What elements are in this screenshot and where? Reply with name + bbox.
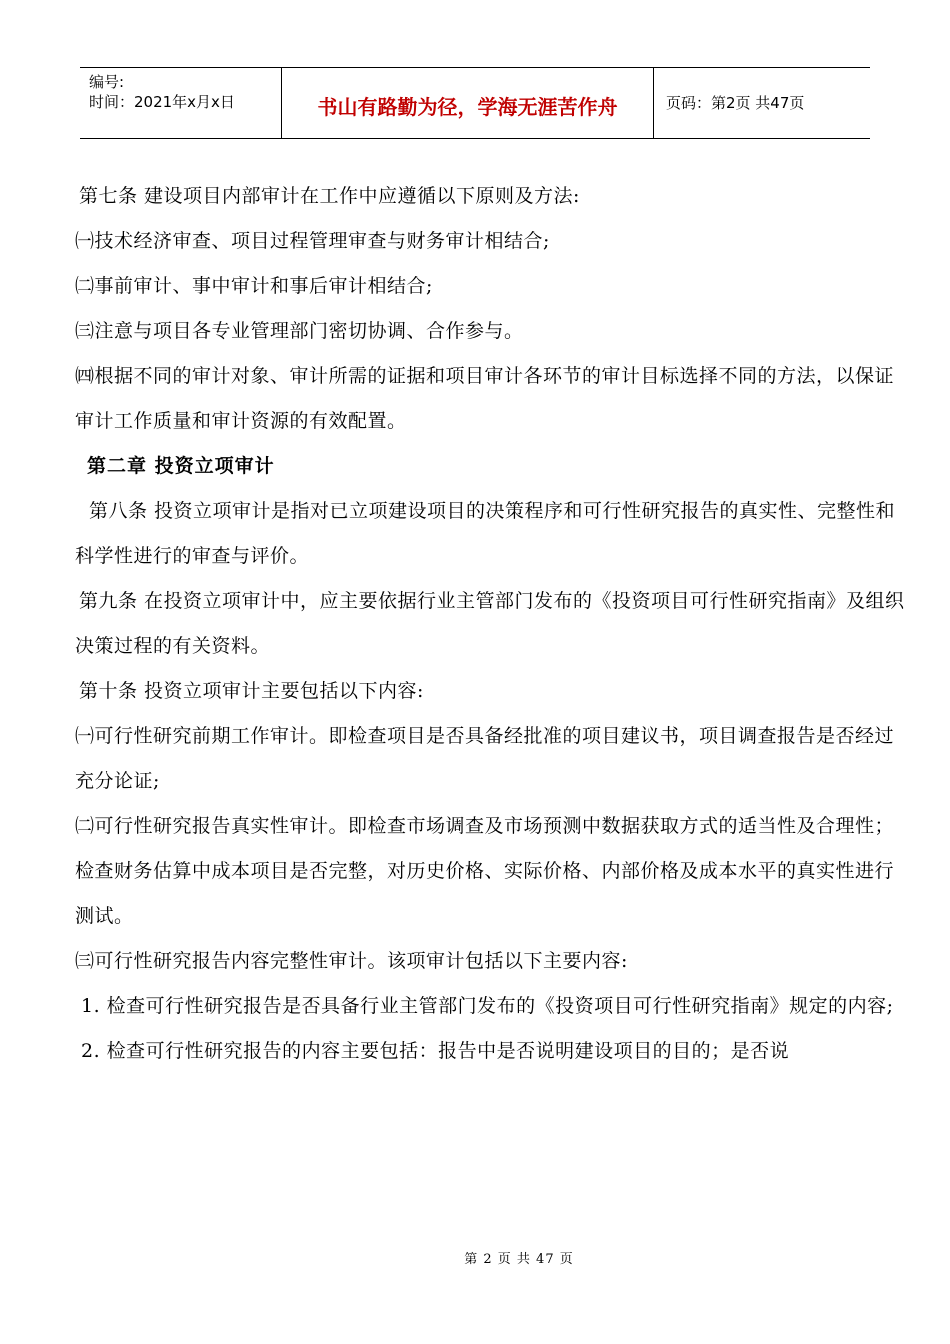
article-10-item-3: ㈢可行性研究报告内容完整性审计。该项审计包括以下主要内容: xyxy=(75,950,628,972)
article-7-item-2: ㈡事前审计、事中审计和事后审计相结合; xyxy=(75,275,433,297)
header-page-info: 页码：第2页 共47页 xyxy=(666,94,805,112)
article-7-item-3: ㈢注意与项目各专业管理部门密切协调、合作参与。 xyxy=(75,320,524,342)
article-9: 第九条 在投资立项审计中，应主要依据行业主管部门发布的《投资项目可行性研究指南》及组织决策过程的有关资料。 xyxy=(75,590,905,657)
sub-item-2: 2. 检查可行性研究报告的内容主要包括：报告中是否说明建设项目的目的；是否说 xyxy=(81,1040,790,1062)
article-7: 第七条 建设项目内部审计在工作中应遵循以下原则及方法: xyxy=(79,185,580,207)
article-7-item-4: ㈣根据不同的审计对象、审计所需的证据和项目审计各环节的审计目标选择不同的方法，以保证审计工作质量和审计资源的有效配置。 xyxy=(75,365,895,432)
page-header xyxy=(80,67,870,139)
time-label: 时间：2021年x月x日 xyxy=(89,93,235,111)
page-footer: 第 2 页 共 47 页 xyxy=(464,1252,574,1267)
article-10: 第十条 投资立项审计主要包括以下内容: xyxy=(79,680,424,702)
header-meta xyxy=(80,68,282,138)
chapter-2-heading: 第二章 投资立项审计 xyxy=(87,455,275,477)
header-motto: 书山有路勤为径，学海无涯苦作舟 xyxy=(282,68,654,138)
article-10-item-2: ㈡可行性研究报告真实性审计。即检查市场调查及市场预测中数据获取方式的适当性及合理性；检查财务估算中成本项目是否完整，对历史价格、实际价格、内部价格及成本水平的真实性进行测试。 xyxy=(75,815,895,927)
document-body xyxy=(75,174,905,1074)
number-label: 编号: xyxy=(89,73,125,91)
sub-item-1: 1. 检查可行性研究报告是否具备行业主管部门发布的《投资项目可行性研究指南》规定的内容; xyxy=(81,995,894,1017)
article-10-item-1: ㈠可行性研究前期工作审计。即检查项目是否具备经批准的项目建议书，项目调查报告是否经过充分论证; xyxy=(75,725,895,792)
article-7-item-1: ㈠技术经济审查、项目过程管理审查与财务审计相结合; xyxy=(75,230,550,252)
article-8: 第八条 投资立项审计是指对已立项建设项目的决策程序和可行性研究报告的真实性、完整性和科学性进行的审查与评价。 xyxy=(75,500,896,567)
